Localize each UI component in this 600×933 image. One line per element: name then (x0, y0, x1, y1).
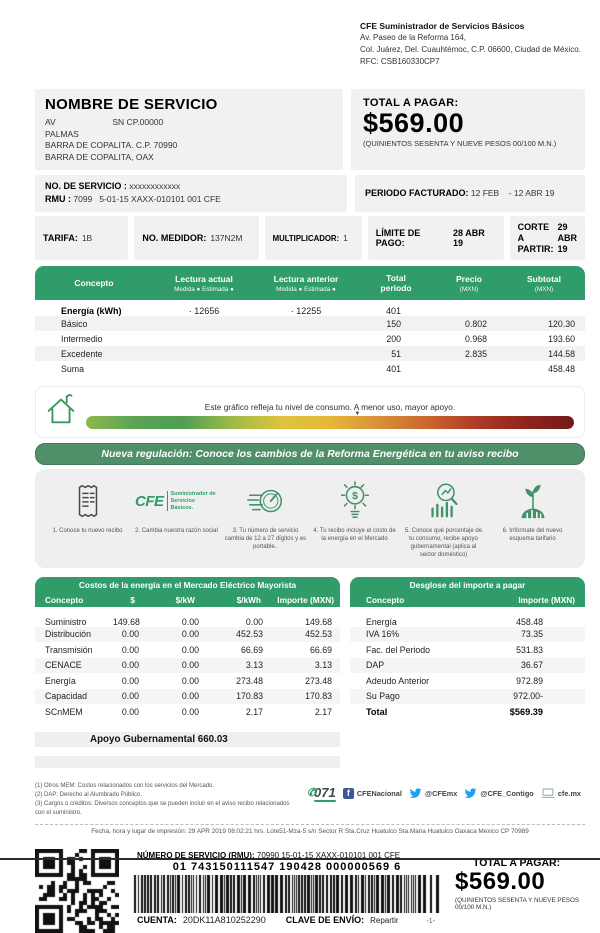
billing-period-label: PERIODO FACTURADO: (365, 188, 469, 199)
government-support-line: Apoyo Gubernamental 660.03 (35, 732, 340, 747)
table-row: Excedente 51 2.835 144.58 (35, 346, 585, 361)
multiplier-value: 1 (343, 233, 348, 244)
table-row: DAP 36.67 (350, 658, 585, 674)
cutoff-value: 29 ABR 19 (557, 221, 577, 254)
mem-costs-table (35, 577, 340, 720)
footnote: (3) Cargos o créditos: Diversos conceptos que se pueden incluir en el aviso recibo relacionados con el suministro. (35, 800, 290, 816)
customer-address-line: AV SN CP.00000 (45, 117, 164, 128)
cutoff-label: CORTE A PARTIR: (517, 221, 554, 254)
service-number-box (35, 175, 347, 212)
print-info: Fecha, hora y lugar de impresión: 29 APR 2019 08:02:21 hrs. Lote51-Mza-5 s/n Sector R Sta.Cruz Huatulco Sta.Maria Huatulco Oaxaca Mexico CP 70989 (91, 827, 529, 835)
tariff-value: 1B (81, 233, 93, 244)
col-lectura-anterior: Lectura anterior Medida ● Estimada ● (255, 266, 357, 300)
reform-banner: Nueva regulación: Conoce los cambios de la Reforma Energética en tu aviso recibo (35, 443, 585, 465)
facebook-icon: f (343, 788, 354, 799)
account-label: CUENTA: (137, 914, 177, 925)
tariff-label: TARIFA: (43, 233, 78, 244)
phone-icon: ✆ (307, 786, 317, 799)
plant-growth-icon (513, 480, 553, 522)
reform-caption: 1. Conoce tu nuevo recibo (52, 528, 123, 535)
meta-row (35, 216, 585, 260)
service-number-label: NO. DE SERVICIO : (45, 180, 127, 191)
reform-item (310, 479, 399, 559)
consumption-gauge-card (35, 386, 585, 438)
desglose-col-importe: Importe (MXN) (475, 593, 585, 607)
payment-limit-label: LÍMITE DE PAGO: (375, 228, 421, 249)
payment-stub (35, 849, 585, 933)
table-row: Energía 458.48 (366, 616, 544, 627)
barcode (132, 875, 442, 913)
footer-row (35, 782, 585, 818)
barcode-number: 01 743150111547 190428 000000569 6 (172, 860, 402, 873)
reform-caption: 3. Tu número de servicio cambia de 12 a 27 dígitos y es portable.. (224, 528, 307, 550)
table-row: Adeudo Anterior 972.89 (366, 675, 544, 686)
twitter-icon (464, 788, 477, 799)
phone-071: ✆ 071 (307, 784, 336, 800)
twitter-link-cfemx: @CFEmx (409, 788, 457, 799)
service-row (35, 175, 585, 212)
reform-icons-strip (35, 469, 585, 567)
reform-caption: 6. Infórmate del nuevo esquema tarifario (502, 528, 563, 543)
amount-breakdown-table (350, 577, 585, 720)
twitter-link-contigo: @CFE_Contigo (464, 788, 533, 799)
qr-code (35, 849, 119, 933)
reform-item (221, 479, 310, 559)
meter-value: 137N2M (210, 233, 243, 244)
empty-stripe (35, 756, 340, 768)
total-words: (QUINIENTOS SESENTA Y NUEVE PESOS 00/100 M.N.) (363, 139, 557, 149)
table-row: Capacidad 0.00 0.00 170.83 170.83 (35, 689, 340, 705)
table-row: Distribución 0.00 0.00 452.53 452.53 (35, 627, 340, 643)
facebook-link: f CFENacional (343, 788, 402, 799)
reform-caption: 4. Tu recibo incluye el costo de la energía en el Mercado (313, 528, 396, 543)
page-number: -1- (426, 917, 435, 925)
table-row: Energía (kWh) · 12656 · 12255 401 (61, 306, 401, 317)
total-label: TOTAL A PAGAR: (363, 97, 459, 110)
reform-item (399, 479, 488, 559)
desglose-col-concepto: Concepto (350, 593, 475, 607)
stub-total-amount: $569.00 (455, 867, 546, 895)
cutoff-box (510, 216, 585, 260)
footnotes (35, 782, 300, 818)
speedometer-icon (245, 481, 287, 521)
desglose-table-body (350, 607, 585, 720)
mem-col-pesos: $ (113, 593, 165, 607)
customer-address-line: BARRA DE COPALITA. C.P. 70990 (45, 140, 178, 151)
house-icon (42, 391, 80, 429)
service-number-value: xxxxxxxxxxxx (129, 180, 181, 191)
multiplier-label: MULTIPLICADOR: (272, 233, 340, 243)
table-row: Básico 150 0.802 120.30 (35, 316, 585, 331)
payment-limit-box (368, 216, 504, 260)
payment-limit-value: 28 ABR 19 (453, 228, 485, 249)
gauge-marker-icon: ▼ (354, 411, 361, 418)
col-lectura-actual: Lectura actual Medida ● Estimada ● (153, 266, 255, 300)
table-row: SCnMEM 0.00 0.00 2.17 2.17 (45, 706, 332, 717)
table-row: IVA 16% 73.35 (350, 627, 585, 643)
desglose-table-wrap (350, 577, 585, 720)
mem-col-concepto: Concepto (35, 593, 113, 607)
mem-col-kwh: $/kWh (217, 593, 275, 607)
customer-total-row (35, 89, 585, 170)
divider (35, 824, 585, 825)
customer-title: NOMBRE DE SERVICIO (45, 96, 218, 114)
cost-breakdown-row (35, 577, 585, 768)
consumption-table (35, 266, 585, 376)
reform-caption: 5. Conoce qué porcentaje de tu consumo, recibe apoyo gubernamental (aplica al sector doméstico) (404, 528, 483, 558)
supplier-header (360, 20, 585, 67)
reform-item (132, 479, 221, 559)
table-row: Suministro 149.68 0.00 0.00 149.68 (45, 616, 332, 627)
stub-service-number-value: 70990 15-01-15 XAXX-010101 001 CFE (256, 850, 401, 860)
rmu-value: 7099 5-01-15 XAXX-010101 001 CFE (73, 194, 221, 205)
consumption-table-body (35, 300, 585, 376)
billing-period-value: 12 FEB - 12 ABR 19 (470, 188, 555, 199)
mem-col-importe: Importe (MXN) (275, 593, 340, 607)
col-subtotal: Subtotal (MXN) (503, 266, 585, 300)
consumption-gradient-bar (86, 416, 574, 429)
twitter-icon (409, 788, 422, 799)
mem-table-wrap (35, 577, 340, 768)
table-row: CENACE 0.00 0.00 3.13 3.13 (35, 658, 340, 674)
table-row: Total $569.39 (366, 706, 544, 717)
meter-label: NO. MEDIDOR: (142, 233, 207, 244)
multiplier-box (265, 216, 362, 260)
table-row: Su Pago 972.00- (350, 689, 585, 705)
cfe-logo: CFE Suministrador de Servicios Básicos. (135, 490, 216, 511)
customer-box (35, 89, 343, 170)
reform-caption: 2. Cambia nuestra razón social (135, 528, 218, 535)
shipping-key-label: CLAVE DE ENVÍO: (285, 914, 365, 925)
stub-service-number-label: NÚMERO DE SERVICIO (RMU): (137, 850, 255, 860)
svg-text:$: $ (351, 490, 358, 503)
shipping-key-value: Repartir (370, 915, 399, 925)
desglose-table-title: Desglose del importe a pagar (350, 577, 585, 593)
stub-total-label: TOTAL A PAGAR: (473, 856, 561, 869)
rmu-label: RMU : (45, 194, 71, 205)
stub-total-box (455, 849, 585, 933)
billing-period-box (355, 175, 585, 212)
social-links (300, 782, 585, 802)
website-link: cfe.mx (541, 788, 581, 799)
footnote: (2) DAP: Derecho al Alumbrado Público. (35, 791, 143, 798)
col-total-periodo: Total periodo (357, 266, 435, 300)
gauge-caption: Este gráfico refleja tu nivel de consumo. A menor uso, mayor apoyo. (204, 402, 456, 413)
table-row: Transmisión 0.00 0.00 66.69 66.69 (45, 644, 332, 655)
meter-box (134, 216, 258, 260)
total-box (351, 89, 585, 170)
tariff-box (35, 216, 128, 260)
table-row: Fac. del Periodo 531.83 (366, 644, 544, 655)
footnote: (1) Otros MEM: Costos relacionados con los servicios del Mercado. (35, 782, 215, 789)
col-precio: Precio (MXN) (435, 266, 503, 300)
mem-col-kw: $/kW (165, 593, 217, 607)
customer-address-line: PALMAS (45, 128, 79, 139)
stub-total-words: (QUINIENTOS SESENTA Y NUEVE PESOS 00/100 M.N.) (455, 896, 580, 911)
table-row: Energía 0.00 0.00 273.48 273.48 (45, 675, 332, 686)
account-value: 20DK11A810252290 (182, 914, 266, 925)
reform-item (488, 479, 577, 559)
customer-address-line: BARRA DE COPALITA, OAX (45, 151, 154, 162)
supplier-address-line1: Av. Paseo de la Reforma 164, (360, 33, 466, 43)
receipt-icon (71, 481, 105, 521)
supplier-name: CFE Suministrador de Servicios Básicos (360, 21, 525, 31)
laptop-icon (541, 788, 555, 799)
mem-table-title: Costos de la energía en el Mercado Eléctrico Mayorista (35, 577, 340, 593)
magnifier-chart-icon (423, 480, 465, 522)
bulb-dollar-icon (335, 480, 375, 522)
supplier-address-line2: Col. Juárez, Del. Cuauhtémoc, C.P. 06600, Ciudad de México. (360, 44, 581, 54)
table-row: Intermedio 200 0.968 193.60 (61, 333, 575, 344)
supplier-rfc: RFC: CSB160330CP7 (360, 56, 440, 66)
bottom-rule (0, 858, 600, 860)
col-concepto: Concepto (35, 266, 153, 300)
mem-table-body (35, 607, 340, 720)
reform-item (43, 479, 132, 559)
table-row: Suma 401 458.48 (61, 363, 575, 374)
total-amount: $569.00 (363, 108, 465, 139)
